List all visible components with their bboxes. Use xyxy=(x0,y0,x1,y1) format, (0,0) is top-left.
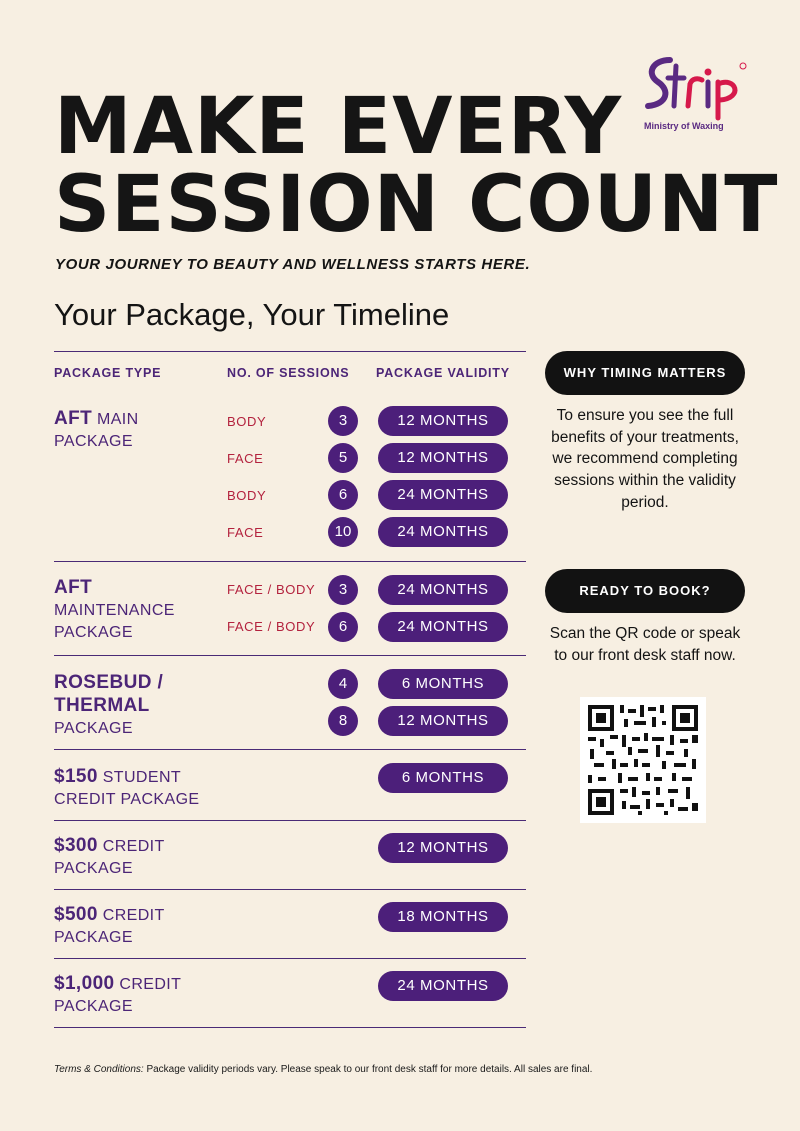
terms-and-conditions xyxy=(54,1064,592,1075)
session-count: 3 xyxy=(328,406,358,436)
package-name-line2: PACKAGE xyxy=(54,998,133,1015)
logo-tagline: Ministry of Waxing xyxy=(644,121,724,131)
package-name-1000-credit xyxy=(54,973,181,1018)
validity-pill: 24 MONTHS xyxy=(378,517,508,547)
package-name-line2: PACKAGE xyxy=(54,929,133,946)
why-timing-text: To ensure you see the full benefits of your treatments, we recommend completing sessions within the validity period. xyxy=(551,407,739,511)
validity-pill: 18 MONTHS xyxy=(378,902,508,932)
area-label: FACE / BODY xyxy=(227,582,316,597)
package-name-bold: $500 xyxy=(54,904,98,925)
package-name-bold-2: THERMAL xyxy=(54,695,150,716)
package-name-line3: PACKAGE xyxy=(54,624,133,641)
package-name-rosebud-thermal xyxy=(54,672,163,740)
package-name-bold: $300 xyxy=(54,835,98,856)
qr-code-icon[interactable] xyxy=(580,697,706,823)
session-count: 8 xyxy=(328,706,358,736)
package-name-rest: STUDENT xyxy=(102,769,182,786)
validity-pill: 12 MONTHS xyxy=(378,406,508,436)
section-title: Your Package, Your Timeline xyxy=(54,297,450,332)
validity-pill: 6 MONTHS xyxy=(378,669,508,699)
table-divider xyxy=(54,351,526,352)
package-name-aft-maintenance xyxy=(54,577,175,644)
package-name-500-credit xyxy=(54,904,165,949)
page-subtitle: YOUR JOURNEY TO BEAUTY AND WELLNESS STARTS HERE. xyxy=(55,256,531,273)
package-name-bold: $150 xyxy=(54,766,98,787)
package-name-bold: ROSEBUD / xyxy=(54,672,164,693)
package-name-300-credit xyxy=(54,835,165,880)
table-divider xyxy=(54,655,526,656)
table-divider xyxy=(54,749,526,750)
package-name-150-student xyxy=(54,766,199,811)
column-header-validity: PACKAGE VALIDITY xyxy=(376,366,510,380)
page-title xyxy=(54,82,779,250)
validity-pill: 24 MONTHS xyxy=(378,480,508,510)
session-count: 5 xyxy=(328,443,358,473)
ready-to-book-text: Scan the QR code or speak to our front desk staff now. xyxy=(549,625,741,664)
package-name-rest: CREDIT xyxy=(102,907,165,924)
area-label: BODY xyxy=(227,414,267,429)
title-line-2: SESSION COUNT xyxy=(54,160,779,250)
session-count: 3 xyxy=(328,575,358,605)
session-count: 6 xyxy=(328,612,358,642)
validity-pill: 12 MONTHS xyxy=(378,833,508,863)
table-divider xyxy=(54,958,526,959)
session-count: 6 xyxy=(328,480,358,510)
package-name-line2: PACKAGE xyxy=(54,433,133,450)
package-name-bold: $1,000 xyxy=(54,973,115,994)
table-divider xyxy=(54,889,526,890)
validity-pill: 6 MONTHS xyxy=(378,763,508,793)
validity-pill: 24 MONTHS xyxy=(378,575,508,605)
package-name-bold: AFT xyxy=(54,408,93,429)
terms-text: Package validity periods vary. Please speak to our front desk staff for more details. All sales are final. xyxy=(146,1064,593,1075)
validity-pill: 12 MONTHS xyxy=(378,443,508,473)
why-timing-matters-badge: WHY TIMING MATTERS xyxy=(545,351,745,395)
package-name-rest: CREDIT xyxy=(119,976,182,993)
validity-pill: 12 MONTHS xyxy=(378,706,508,736)
validity-pill: 24 MONTHS xyxy=(378,971,508,1001)
validity-pill: 24 MONTHS xyxy=(378,612,508,642)
column-header-sessions: NO. OF SESSIONS xyxy=(227,366,350,380)
column-header-package-type: PACKAGE TYPE xyxy=(54,366,162,380)
package-name-line2: PACKAGE xyxy=(54,860,133,877)
package-name-bold: AFT xyxy=(54,577,93,598)
table-divider xyxy=(54,820,526,821)
title-line-1: MAKE EVERY xyxy=(54,82,623,172)
terms-label: Terms & Conditions: xyxy=(54,1064,144,1075)
package-name-aft-main xyxy=(54,408,139,453)
table-divider xyxy=(54,561,526,562)
package-name-rest: MAIN xyxy=(97,411,139,428)
package-name-line2: MAINTENANCE xyxy=(54,602,175,619)
area-label: FACE / BODY xyxy=(227,619,316,634)
area-label: FACE xyxy=(227,451,264,466)
area-label: BODY xyxy=(227,488,267,503)
ready-to-book-button[interactable]: READY TO BOOK? xyxy=(545,569,745,613)
session-count: 4 xyxy=(328,669,358,699)
session-count: 10 xyxy=(328,517,358,547)
table-divider xyxy=(54,1027,526,1028)
package-name-rest: CREDIT xyxy=(102,838,165,855)
area-label: FACE xyxy=(227,525,264,540)
package-name-line2: CREDIT PACKAGE xyxy=(54,791,200,808)
package-name-line3: PACKAGE xyxy=(54,720,133,737)
